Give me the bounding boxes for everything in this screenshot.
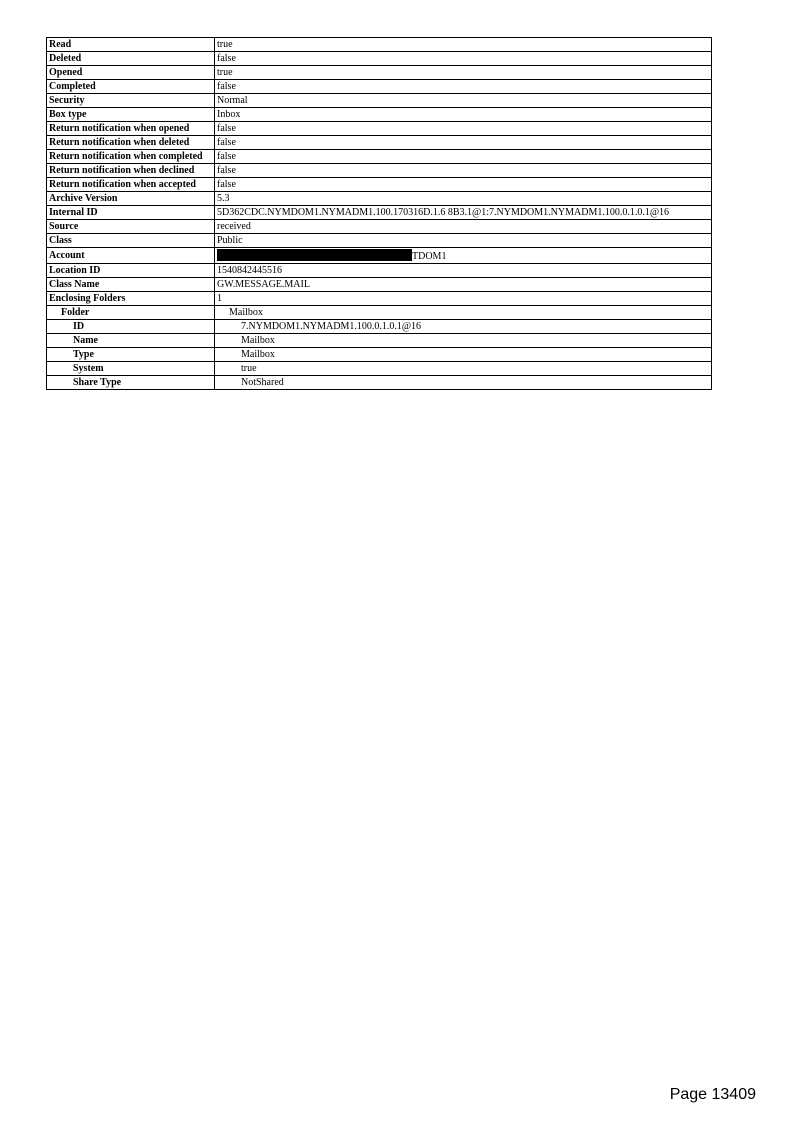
property-value: Public [215,234,712,248]
property-row [47,94,712,108]
property-value: 1 [215,292,712,306]
property-value: 5D362CDC.NYMDOM1.NYMADM1.100.170316D.1.6 8B3.1@1:7.NYMDOM1.NYMADM1.100.0.1.0.1@16 [215,206,712,220]
property-value: Inbox [215,108,712,122]
property-row [47,108,712,122]
property-row [47,248,712,264]
property-value: false [215,178,712,192]
property-key: Folder [47,306,215,320]
property-value: Mailbox [215,306,712,320]
property-row [47,122,712,136]
property-value: false [215,52,712,66]
property-row [47,206,712,220]
property-key: Return notification when deleted [47,136,215,150]
property-value: true [215,66,712,80]
property-key: Type [47,348,215,362]
property-key: Return notification when declined [47,164,215,178]
property-value: true [215,362,712,376]
property-value: false [215,80,712,94]
property-value: false [215,122,712,136]
property-row [47,220,712,234]
property-key: Deleted [47,52,215,66]
property-key: Share Type [47,376,215,390]
property-row [47,66,712,80]
property-row [47,164,712,178]
property-row [47,278,712,292]
properties-table [46,37,712,390]
property-key: Box type [47,108,215,122]
property-key: Completed [47,80,215,94]
property-key: Opened [47,66,215,80]
property-row [47,320,712,334]
property-value: NotShared [215,376,712,390]
property-key: System [47,362,215,376]
redaction-bar [217,249,412,261]
property-key: Security [47,94,215,108]
property-row [47,376,712,390]
property-row [47,362,712,376]
property-row [47,52,712,66]
property-row [47,264,712,278]
property-key: Return notification when completed [47,150,215,164]
property-row [47,334,712,348]
property-value: true [215,38,712,52]
property-value: GW.MESSAGE.MAIL [215,278,712,292]
property-value-text: TDOM1 [412,251,447,262]
property-value: 5.3 [215,192,712,206]
property-key: Account [47,248,215,264]
property-value: 1540842445516 [215,264,712,278]
property-key: Archive Version [47,192,215,206]
property-value: received [215,220,712,234]
property-key: Return notification when accepted [47,178,215,192]
property-value: false [215,136,712,150]
page-number: Page 13409 [669,1086,756,1103]
property-row [47,192,712,206]
property-key: Return notification when opened [47,122,215,136]
property-value: Normal [215,94,712,108]
property-key: Class Name [47,278,215,292]
property-row [47,178,712,192]
property-value: false [215,150,712,164]
property-value: 7.NYMDOM1.NYMADM1.100.0.1.0.1@16 [215,320,712,334]
property-value [215,248,712,264]
property-row [47,234,712,248]
property-key: Name [47,334,215,348]
property-key: Location ID [47,264,215,278]
property-key: Enclosing Folders [47,292,215,306]
property-key: Class [47,234,215,248]
property-row [47,348,712,362]
property-key: Read [47,38,215,52]
property-key: Source [47,220,215,234]
property-row [47,38,712,52]
property-key: Internal ID [47,206,215,220]
property-row [47,292,712,306]
property-value: Mailbox [215,334,712,348]
property-row [47,150,712,164]
property-key: ID [47,320,215,334]
property-row [47,136,712,150]
property-row [47,306,712,320]
property-value: Mailbox [215,348,712,362]
property-row [47,80,712,94]
property-value: false [215,164,712,178]
properties-table-body [47,38,712,390]
